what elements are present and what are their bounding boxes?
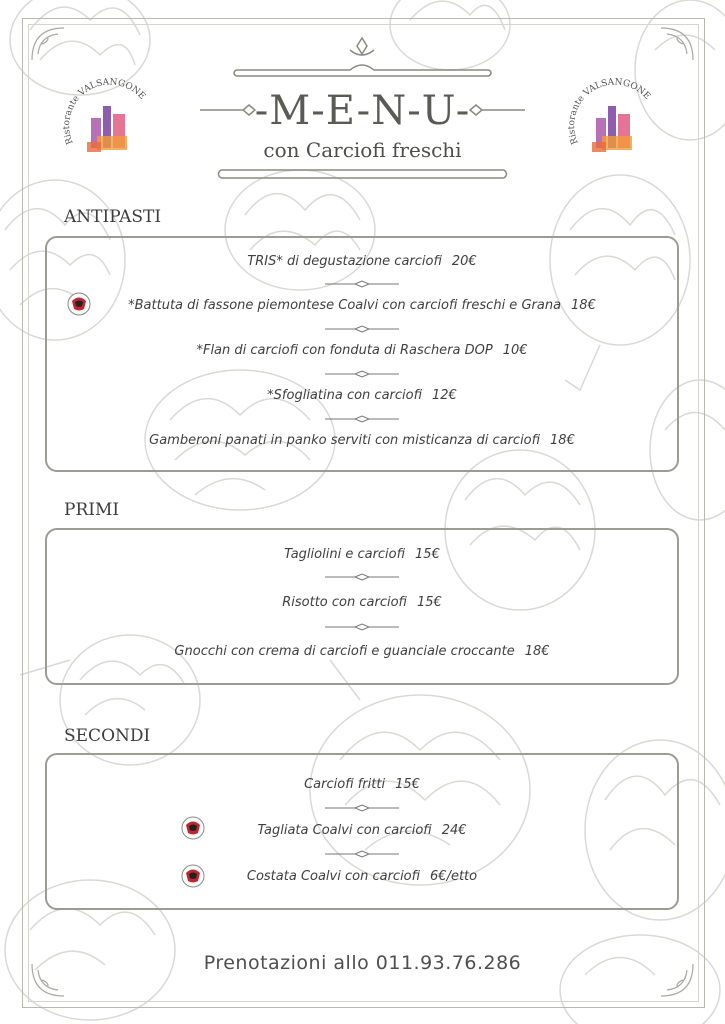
section-title-antipasti: ANTIPASTI (64, 207, 162, 227)
header-top-ornament-icon (230, 36, 495, 80)
ornament-divider-icon (325, 804, 399, 812)
menu-item: Risotto con carciofi 15€ (282, 595, 442, 610)
menu-item: Tagliolini e carciofi 15€ (284, 547, 440, 562)
ornament-divider-icon (325, 415, 399, 423)
title-left-ornament-icon (198, 102, 258, 118)
header-bottom-ornament-icon (215, 166, 510, 184)
menu-item: *Sfogliatina con carciofi 12€ (267, 388, 457, 403)
ornament-divider-icon (325, 573, 399, 581)
section-title-secondi: SECONDI (64, 726, 151, 746)
menu-item: Costata Coalvi con carciofi 6€/etto (246, 869, 478, 884)
coalvi-badge-icon (181, 864, 205, 888)
primi-box (45, 528, 679, 685)
menu-title: -M-E-N-U- (254, 88, 471, 134)
menu-item: Carciofi fritti 15€ (304, 777, 420, 792)
corner-ornament-icon (28, 24, 68, 64)
corner-ornament-icon (657, 24, 697, 64)
section-title-primi: PRIMI (64, 500, 120, 520)
menu-subtitle: con Carciofi freschi (263, 138, 462, 162)
menu-item: TRIS* di degustazione carciofi 20€ (247, 254, 477, 269)
restaurant-logo-left (55, 68, 165, 178)
ornament-divider-icon (325, 370, 399, 378)
ornament-divider-icon (325, 280, 399, 288)
coalvi-badge-icon (67, 292, 91, 316)
antipasti-box (45, 236, 679, 472)
ornament-divider-icon (325, 325, 399, 333)
menu-item: Gamberoni panati in panko serviti con misticanza di carciofi 18€ (149, 433, 575, 448)
secondi-box (45, 753, 679, 910)
title-right-ornament-icon (467, 102, 527, 118)
svg-text:Ristorante VALSANGONE: Ristorante VALSANGONE (61, 77, 148, 146)
reservation-phone: Prenotazioni allo 011.93.76.286 (203, 952, 522, 974)
svg-text:Ristorante VALSANGONE: Ristorante VALSANGONE (566, 77, 653, 146)
restaurant-logo-right (560, 68, 670, 178)
menu-item: Gnocchi con crema di carciofi e guanciale croccante 18€ (174, 644, 550, 659)
ornament-divider-icon (325, 850, 399, 858)
coalvi-badge-icon (181, 816, 205, 840)
menu-item: *Flan di carciofi con fonduta di Raschera DOP 10€ (196, 343, 528, 358)
menu-item: *Battuta di fassone piemontese Coalvi con carciofi freschi e Grana 18€ (128, 298, 596, 313)
menu-item: Tagliata Coalvi con carciofi 24€ (257, 823, 467, 838)
ornament-divider-icon (325, 623, 399, 631)
